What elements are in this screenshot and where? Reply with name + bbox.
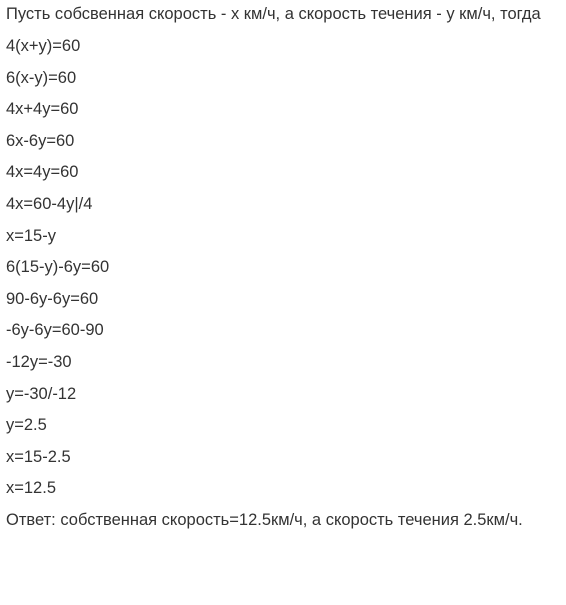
equation-line: -6у-6у=60-90 — [6, 321, 104, 340]
equation-line: х=15-у — [6, 226, 56, 245]
equation-line: у=-30/-12 — [6, 384, 77, 403]
intro-paragraph: Пусть собсвенная скорость - х км/ч, а скорость течения - у км/ч, тогда — [6, 5, 541, 23]
equation-line: 4х=4у=60 — [6, 163, 79, 182]
answer-text — [6, 4, 558, 542]
equation-line: 6(х-у)=60 — [6, 68, 77, 87]
equation-line: у=2.5 — [6, 416, 47, 435]
equation-line: х=12.5 — [6, 479, 56, 498]
equation-line: 6х-6у=60 — [6, 131, 75, 150]
equation-line: 90-6у-6у=60 — [6, 289, 99, 308]
equation-line: 4(х+у)=60 — [6, 37, 81, 55]
equation-line: 4х=60-4у|/4 — [6, 194, 93, 213]
equation-line: 4х+4у=60 — [6, 100, 79, 119]
equation-line: 6(15-у)-6у=60 — [6, 258, 110, 277]
conclusion-paragraph: Ответ: собственная скорость=12.5км/ч, а скорость течения 2.5км/ч. — [6, 510, 523, 529]
equation-line: х=15-2.5 — [6, 447, 71, 466]
equation-line: -12у=-30 — [6, 352, 72, 371]
